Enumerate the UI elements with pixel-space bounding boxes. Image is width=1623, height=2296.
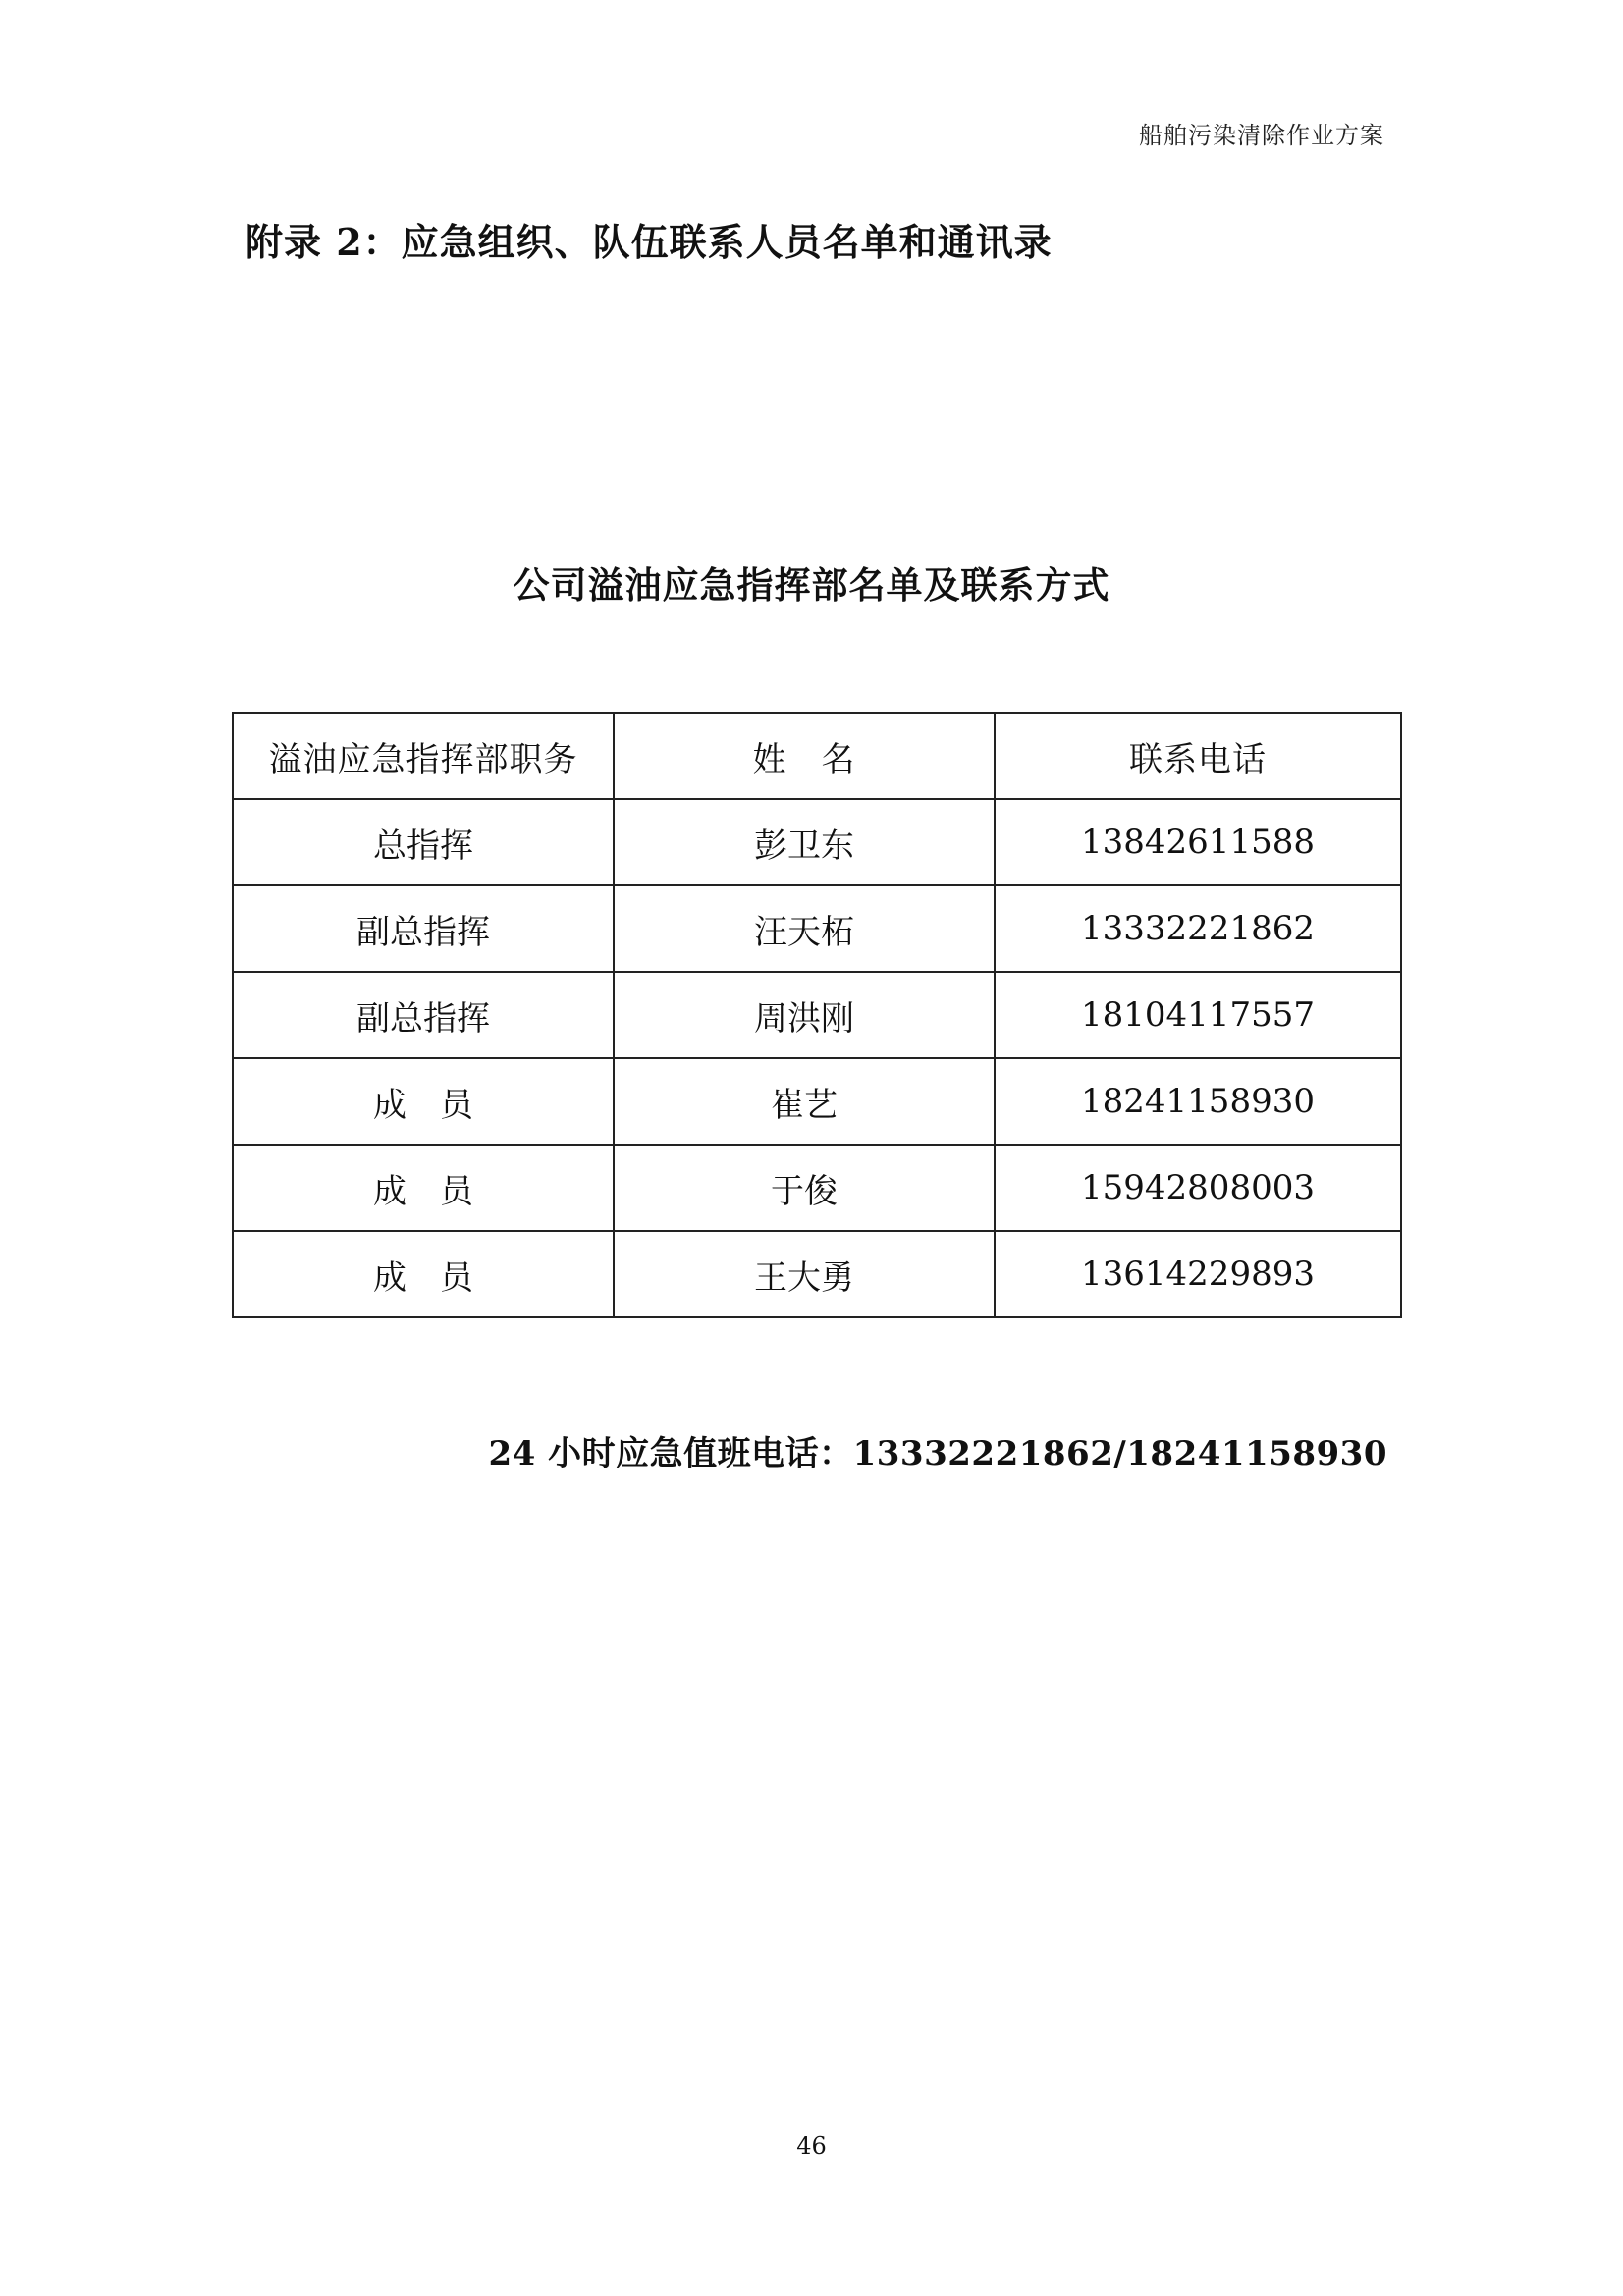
cell-role: 成 员 bbox=[233, 1145, 614, 1231]
table-row bbox=[233, 1231, 1401, 1317]
table-title: 公司溢油应急指挥部名单及联系方式 bbox=[513, 564, 1110, 607]
section-title: 附录 2：应急组织、队伍联系人员名单和通讯录 bbox=[245, 220, 1053, 264]
cell-phone: 13332221862 bbox=[995, 885, 1401, 972]
table-header-row bbox=[233, 713, 1401, 799]
cell-name: 彭卫东 bbox=[614, 799, 995, 885]
cell-phone: 18104117557 bbox=[995, 972, 1401, 1058]
header-doc-title: 船舶污染清除作业方案 bbox=[1139, 122, 1384, 149]
cell-phone: 18241158930 bbox=[995, 1058, 1401, 1145]
table-row bbox=[233, 1145, 1401, 1231]
cell-role: 副总指挥 bbox=[233, 972, 614, 1058]
column-header-phone: 联系电话 bbox=[995, 713, 1401, 799]
cell-phone: 13614229893 bbox=[995, 1231, 1401, 1317]
cell-role: 副总指挥 bbox=[233, 885, 614, 972]
roster-table bbox=[232, 712, 1402, 1318]
table-row bbox=[233, 885, 1401, 972]
cell-role: 总指挥 bbox=[233, 799, 614, 885]
cell-phone: 15942808003 bbox=[995, 1145, 1401, 1231]
column-header-role: 溢油应急指挥部职务 bbox=[233, 713, 614, 799]
table-row bbox=[233, 1058, 1401, 1145]
cell-name: 于俊 bbox=[614, 1145, 995, 1231]
table-row bbox=[233, 799, 1401, 885]
emergency-hotline: 24 小时应急值班电话：13332221862/18241158930 bbox=[488, 1434, 1387, 1473]
page-number: 46 bbox=[796, 2132, 827, 2160]
cell-name: 汪天柘 bbox=[614, 885, 995, 972]
column-header-name: 姓 名 bbox=[614, 713, 995, 799]
cell-name: 王大勇 bbox=[614, 1231, 995, 1317]
cell-name: 周洪刚 bbox=[614, 972, 995, 1058]
cell-phone: 13842611588 bbox=[995, 799, 1401, 885]
table-row bbox=[233, 972, 1401, 1058]
cell-name: 崔艺 bbox=[614, 1058, 995, 1145]
cell-role: 成 员 bbox=[233, 1231, 614, 1317]
cell-role: 成 员 bbox=[233, 1058, 614, 1145]
